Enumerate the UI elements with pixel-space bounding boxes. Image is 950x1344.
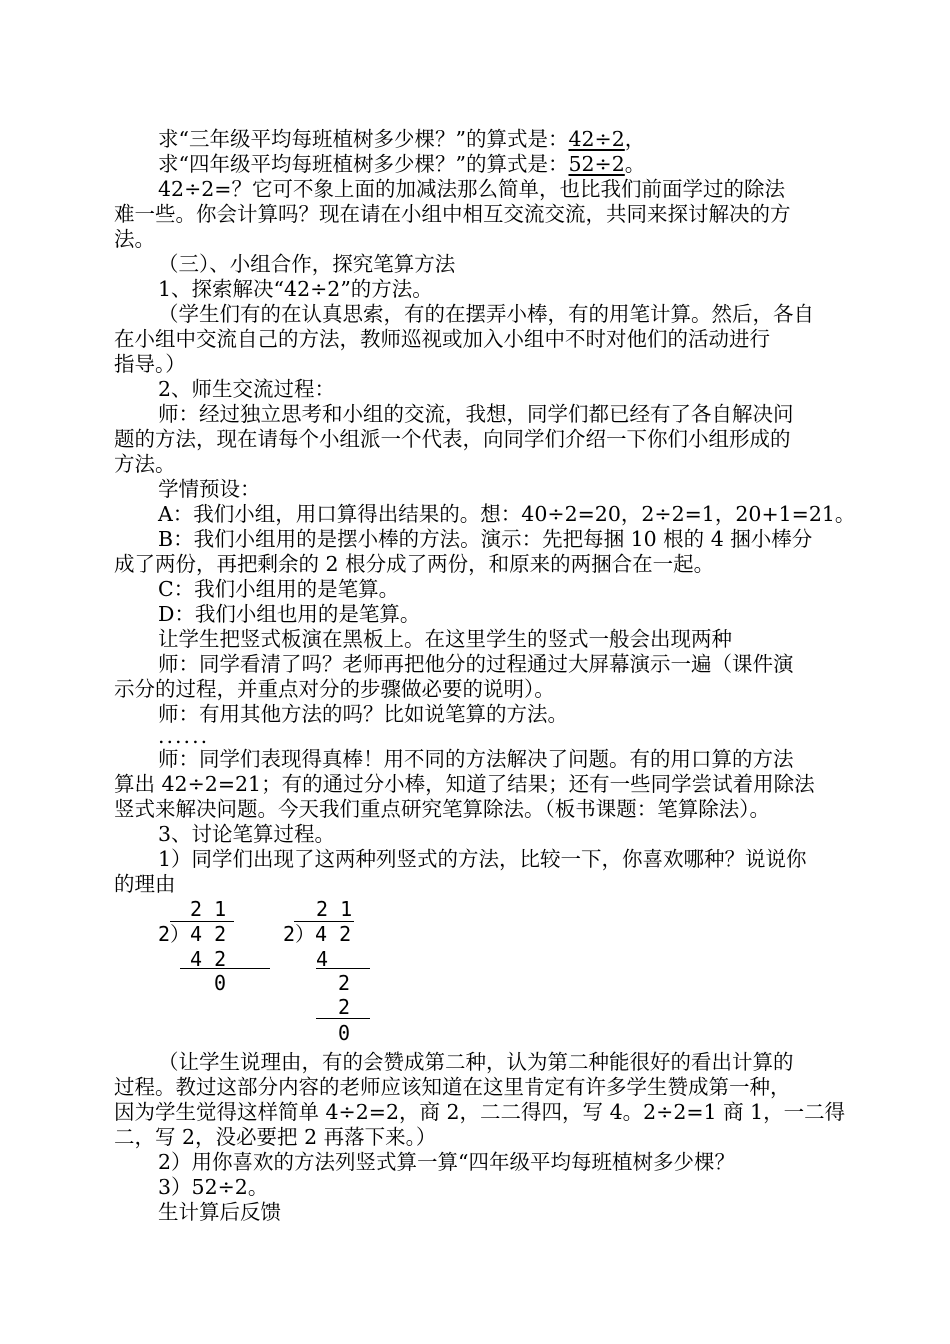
paragraph-line: 师：有用其他方法的吗？比如说笔算的方法。 bbox=[158, 702, 568, 726]
ellipsis: ...... bbox=[158, 724, 210, 748]
paragraph-line: （让学生说理由，有的会赞成第二种，认为第二种能很好的看出计算的 bbox=[158, 1050, 794, 1074]
equation-text: 求“四年级平均每班植树多少棵？”的算式是： bbox=[158, 152, 569, 176]
paragraph-line: 法。 bbox=[114, 227, 155, 251]
paragraph-line: 1）同学们出现了这两种列竖式的方法，比较一下，你喜欢哪种？说说你 bbox=[158, 847, 807, 871]
paragraph-line: 师：同学看清了吗？老师再把他分的过程通过大屏幕演示一遍（课件演 bbox=[158, 652, 794, 676]
step-heading: 3、讨论笔算过程。 bbox=[158, 822, 336, 846]
subtraction-line bbox=[316, 1018, 370, 1019]
paragraph-line: 成了两份，再把剩余的 2 根分成了两份，和原来的两捆合在一起。 bbox=[114, 552, 715, 576]
paragraph-line: 指导。） bbox=[114, 352, 186, 376]
punctuation: 。 bbox=[624, 152, 646, 176]
equation-expression: 52÷2 bbox=[568, 152, 625, 176]
step-heading: 2、师生交流过程： bbox=[158, 377, 336, 401]
paragraph-line: 二，写 2，没必要把 2 再落下来。） bbox=[114, 1125, 437, 1149]
paragraph-line: 算出 42÷2=21；有的通过分小棒，知道了结果；还有一些同学尝试着用除法 bbox=[114, 772, 815, 796]
punctuation: ， bbox=[624, 127, 646, 151]
paragraph-line: 42÷2=？它可不象上面的加减法那么简单，也比我们前面学过的除法 bbox=[158, 177, 785, 201]
paragraph-line: 学情预设： bbox=[158, 477, 261, 501]
subtraction-line bbox=[316, 968, 370, 969]
paragraph-line: （学生们有的在认真思索，有的在摆弄小棒，有的用笔计算。然后，各自 bbox=[158, 302, 814, 326]
equation-expression: 42÷2 bbox=[568, 127, 625, 151]
paragraph-line: 难一些。你会计算吗？现在请在小组中相互交流交流，共同来探讨解决的方 bbox=[114, 202, 791, 226]
product: 4 2 bbox=[190, 947, 227, 971]
divisor-dividend: 2）4 2 bbox=[158, 922, 227, 946]
remainder: 0 bbox=[338, 1021, 351, 1045]
paragraph-line: 竖式来解决问题。今天我们重点研究笔算除法。（板书课题：笔算除法）。 bbox=[114, 797, 770, 821]
step: 2 bbox=[338, 971, 351, 995]
equation-line-grade3 bbox=[158, 127, 645, 152]
paragraph-line: 因为学生觉得这样简单 4÷2=2，商 2，二二得四，写 4。2÷2=1 商 1，一二得 bbox=[114, 1100, 846, 1124]
paragraph-line: 师：同学们表现得真棒！用不同的方法解决了问题。有的用口算的方法 bbox=[158, 747, 794, 771]
subtraction-line bbox=[180, 968, 270, 969]
step: 4 bbox=[316, 947, 329, 971]
divisor-dividend: 2）4 2 bbox=[283, 922, 352, 946]
paragraph-line: D：我们小组也用的是笔算。 bbox=[158, 602, 421, 626]
equation-text: 求“三年级平均每班植树多少棵？”的算式是： bbox=[158, 127, 569, 151]
paragraph-line: 方法。 bbox=[114, 452, 176, 476]
paragraph-line: 题的方法，现在请每个小组派一个代表，向同学们介绍一下你们小组形成的 bbox=[114, 427, 791, 451]
remainder: 0 bbox=[214, 971, 227, 995]
step-heading: 1、探索解决“42÷2”的方法。 bbox=[158, 277, 433, 301]
paragraph-line: 过程。教过这部分内容的老师应该知道在这里肯定有许多学生赞成第一种， bbox=[114, 1075, 791, 1099]
paragraph-line: C：我们小组用的是笔算。 bbox=[158, 577, 400, 601]
paragraph-line: B：我们小组用的是摆小棒的方法。演示：先把每捆 10 根的 4 捆小棒分 bbox=[158, 527, 813, 551]
paragraph-line: 生计算后反馈 bbox=[158, 1200, 281, 1224]
paragraph-line: 的理由 bbox=[114, 872, 176, 896]
paragraph-line: 3）52÷2。 bbox=[158, 1175, 269, 1199]
quotient: 2 1 bbox=[316, 897, 353, 921]
step: 2 bbox=[338, 995, 351, 1019]
paragraph-line: 示分的过程，并重点对分的步骤做必要的说明）。 bbox=[114, 677, 555, 701]
paragraph-line: 师：经过独立思考和小组的交流，我想，同学们都已经有了各自解决问 bbox=[158, 402, 794, 426]
paragraph-line: 在小组中交流自己的方法，教师巡视或加入小组中不时对他们的活动进行 bbox=[114, 327, 770, 351]
quotient: 2 1 bbox=[190, 897, 227, 921]
paragraph-line: A：我们小组，用口算得出结果的。想：40÷2=20，2÷2=1，20+1=21。 bbox=[158, 502, 856, 526]
paragraph-line: 2）用你喜欢的方法列竖式算一算“四年级平均每班植树多少棵？ bbox=[158, 1150, 736, 1174]
section-heading: （三）、小组合作，探究笔算方法 bbox=[158, 252, 456, 276]
equation-line-grade4 bbox=[158, 152, 645, 177]
paragraph-line: 让学生把竖式板演在黑板上。在这里学生的竖式一般会出现两种 bbox=[158, 627, 732, 651]
